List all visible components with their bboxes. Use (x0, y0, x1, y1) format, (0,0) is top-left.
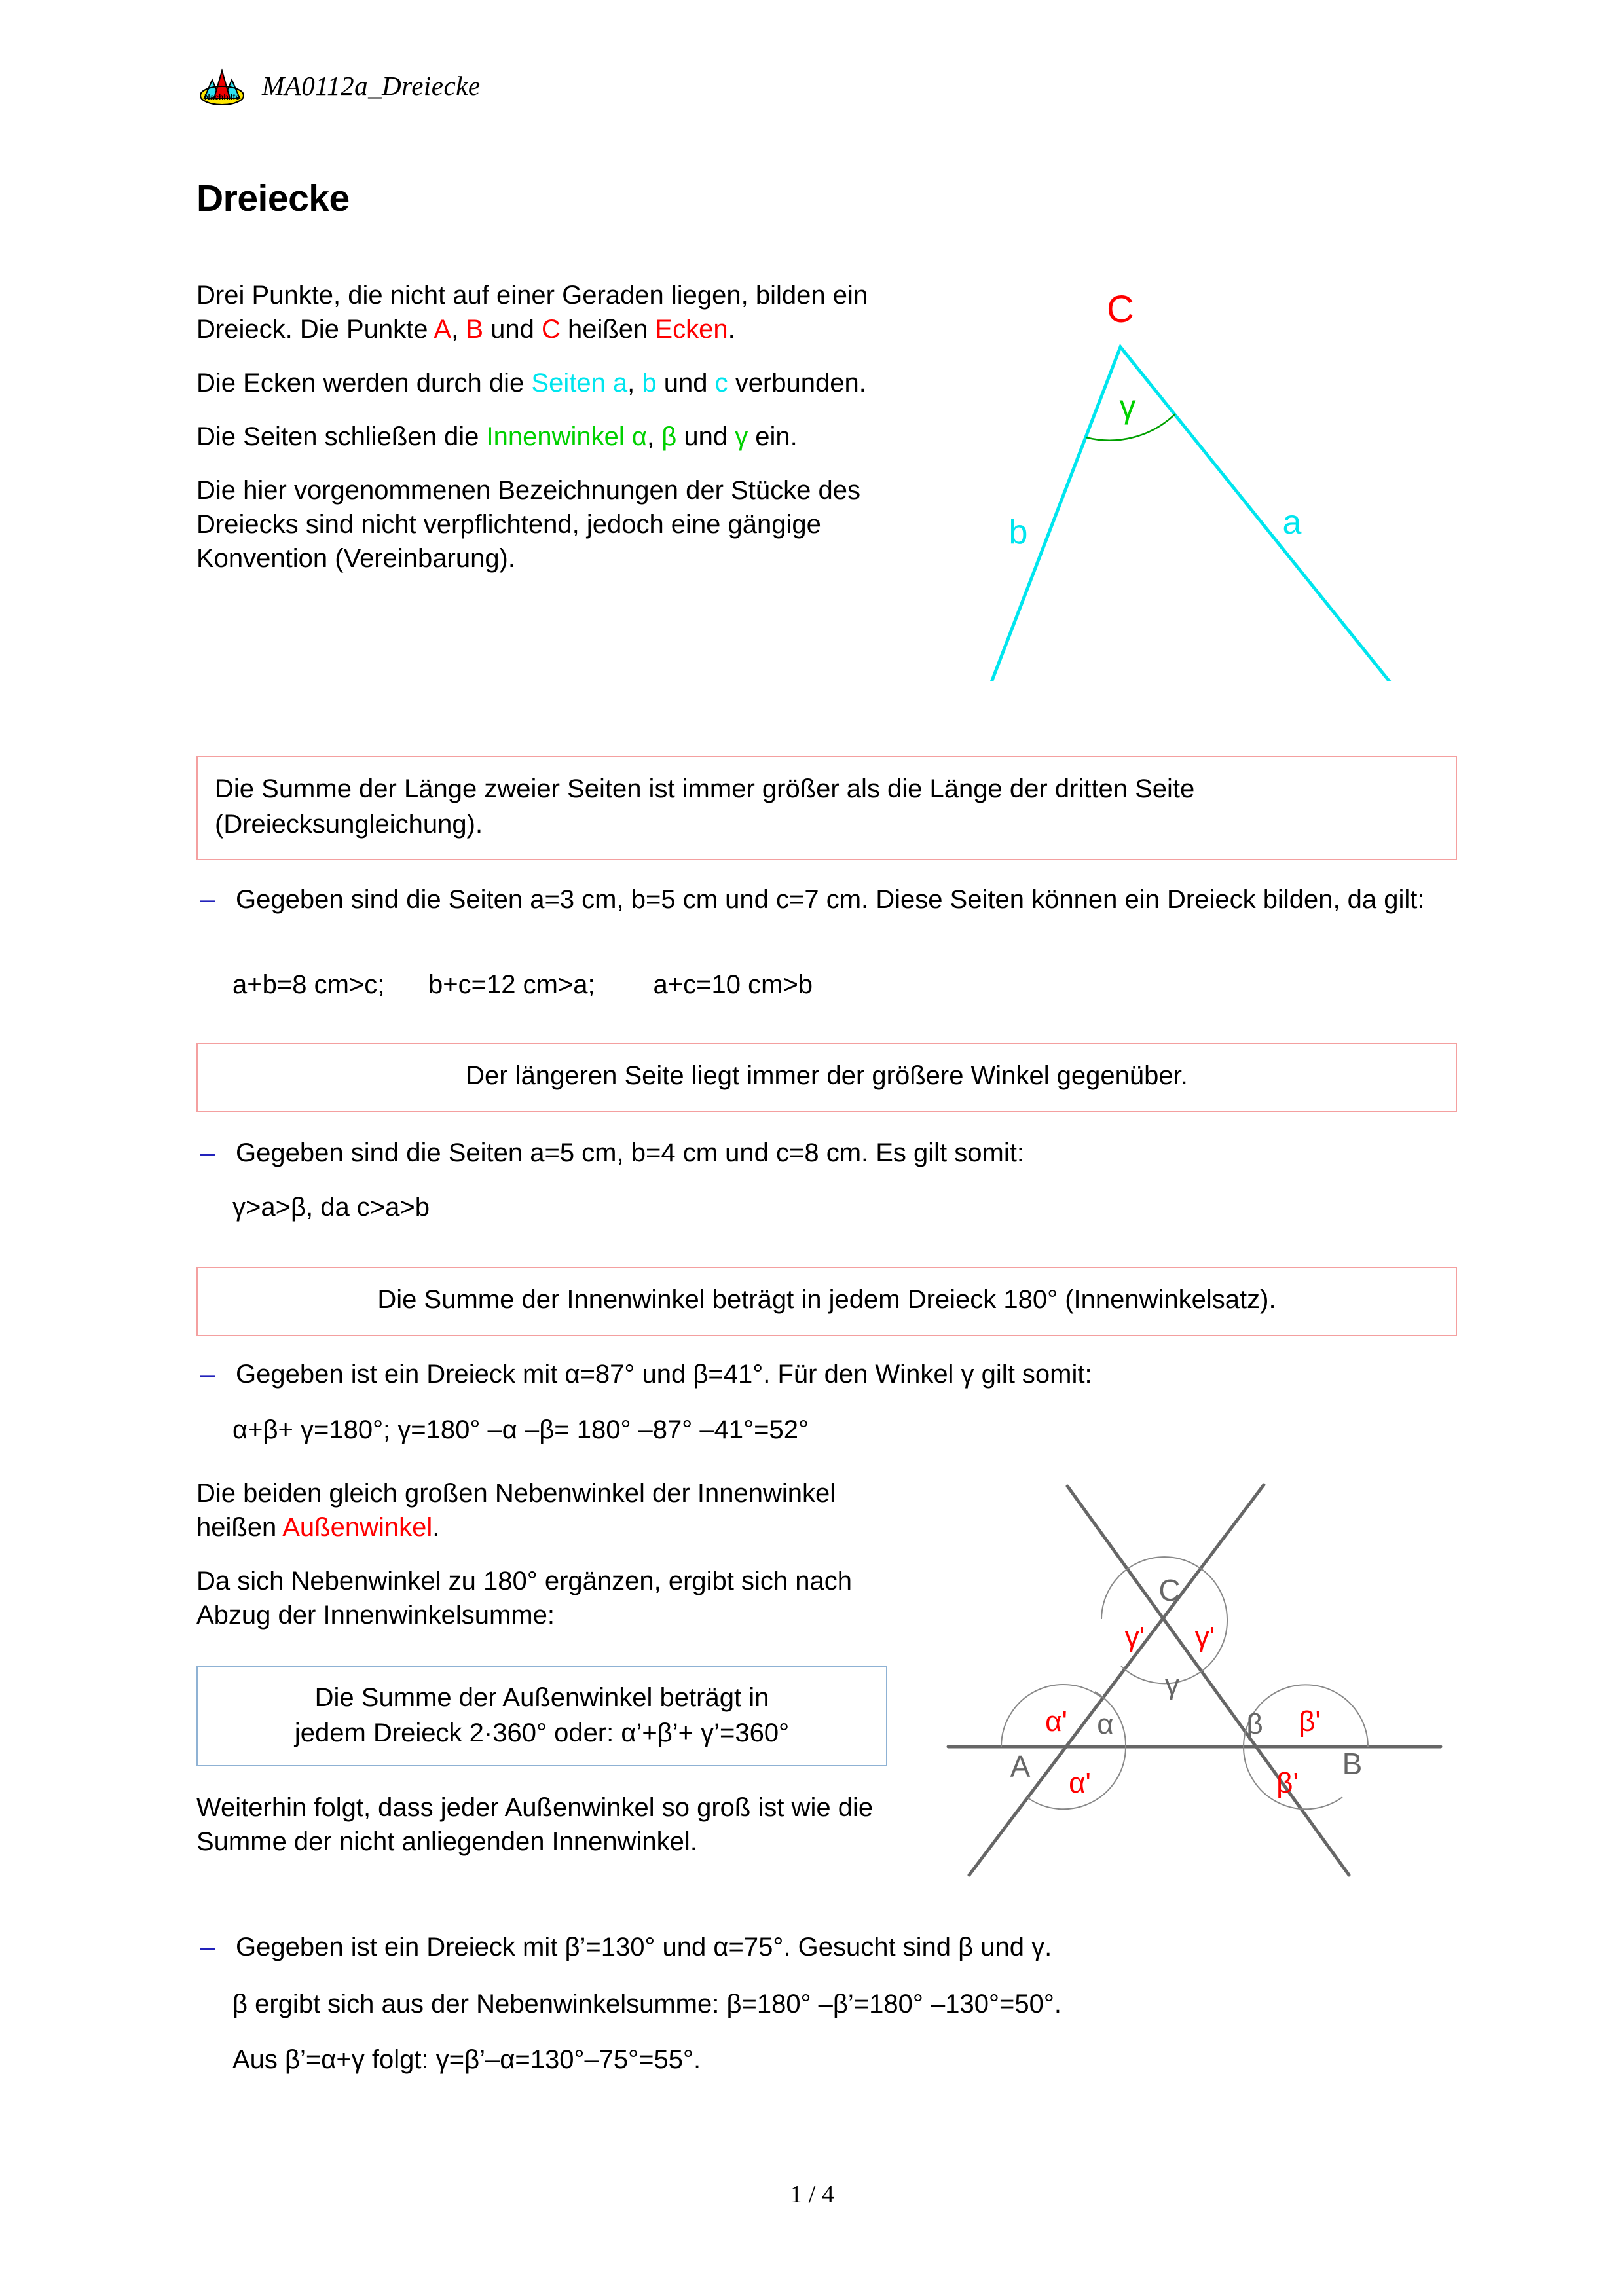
intro-text-block (196, 278, 920, 595)
term-ecken: Ecken (655, 315, 728, 344)
exterior-paragraph-2: Da sich Nebenwinkel zu 180° ergänzen, ergibt sich nach Abzug der Innenwinkelsumme: (196, 1567, 853, 1630)
example-1-block (196, 883, 1460, 918)
logo-label: Nachhilfe (204, 92, 240, 101)
exterior-angle-beta: β (1246, 1708, 1263, 1740)
line-AC (969, 1485, 1264, 1875)
exterior-angle-alpha-prime-upper: α' (1045, 1705, 1067, 1738)
label-side-b: b (642, 369, 657, 397)
exterior-paragraph-1 (196, 1476, 891, 1544)
example-3-bullet (196, 1357, 1460, 1393)
intro-p1-part-e: . (728, 315, 735, 344)
intro-p3-part-d: ein. (748, 422, 798, 451)
arc-gamma-prime-left (1101, 1565, 1133, 1619)
example-2-text: Gegeben sind die Seiten a=5 cm, b=4 cm und c=8 cm. Es gilt somit: (236, 1139, 1024, 1167)
example-1-bullet (196, 883, 1460, 918)
intro-paragraph-4: Die hier vorgenommenen Bezeichnungen der Stücke des Dreiecks sind nicht verpflichtend, jedoch eine gängige Konvention (Vereinbarung). (196, 476, 860, 573)
example-4-line-2: β ergibt sich aus der Nebenwinkelsumme: β=180° –β’=180° –130°=50°. (232, 1990, 1061, 2018)
intro-p3-part-a: Die Seiten schließen die (196, 422, 487, 451)
label-C: C (541, 315, 561, 344)
exterior-angle-gamma-prime-left: γ' (1124, 1621, 1145, 1653)
triangle-side-b: b (1008, 513, 1028, 551)
exterior-angle-alpha-prime-lower: α' (1069, 1767, 1091, 1799)
triangle-vertex-C: C (1107, 288, 1134, 331)
bullet-dash-icon: – (200, 1933, 215, 1961)
exterior-angles-diagram (917, 1467, 1460, 1892)
arc-beta-prime-upper (1274, 1685, 1368, 1747)
theorem-box-triangle-inequality (196, 756, 1457, 860)
example-4-text: Gegeben ist ein Dreieck mit β’=130° und α=75°. Gesucht sind β und γ. (236, 1933, 1052, 1961)
term-seiten-a: Seiten a (531, 369, 628, 397)
exterior-paragraph-3: Weiterhin folgt, dass jeder Außenwinkel so groß ist wie die Summe der nicht anliegenden Innenwinkel. (196, 1793, 874, 1856)
example-3-equation: α+β+ γ=180°; γ=180° –α –β= 180° –87° –41°=52° (232, 1415, 809, 1444)
intro-paragraph-1 (196, 278, 920, 346)
bullet-dash-icon: – (200, 1360, 215, 1389)
theorem-box-4-line-1: Die Summe der Außenwinkel beträgt in (314, 1683, 769, 1712)
triangle-diagram (917, 275, 1454, 681)
header-document-title: MA0112a_Dreiecke (262, 71, 481, 101)
page-footer (0, 2180, 1624, 2209)
example-4-block (196, 1930, 1460, 1965)
example-3-text: Gegeben ist ein Dreieck mit α=87° und β=41°. Für den Winkel γ gilt somit: (236, 1360, 1092, 1389)
term-aussenwinkel: Außenwinkel (282, 1513, 433, 1542)
label-B: B (466, 315, 483, 344)
nachhilfe-logo-icon (196, 65, 248, 106)
example-2-equation: γ>a>β, da c>a>b (232, 1193, 430, 1222)
triangle-angle-gamma: γ (1119, 388, 1136, 425)
bullet-dash-icon: – (200, 1139, 215, 1167)
label-beta: β (661, 422, 677, 451)
exterior-angle-gamma: γ (1165, 1669, 1179, 1701)
intro-p1-part-a: Drei Punkte, die nicht auf einer Geraden liegen, bilden ein Dreieck. Die Punkte (196, 281, 868, 344)
exterior-angle-alpha: α (1097, 1708, 1114, 1740)
intro-p1-part-b: , (451, 315, 466, 344)
exterior-vertex-C: C (1158, 1573, 1181, 1607)
intro-p2-part-a: Die Ecken werden durch die (196, 369, 532, 397)
exterior-p1-part-b: . (432, 1513, 440, 1542)
theorem-box-4-line-2: jedem Dreieck 2·360° oder: α’+β’+ γ’=360° (294, 1718, 790, 1747)
label-gamma: γ (735, 422, 748, 451)
triangle-side-a: a (1282, 503, 1302, 541)
page-number: 1 / 4 (790, 2181, 834, 2208)
intro-p3-part-c: und (676, 422, 735, 451)
bullet-dash-icon: – (200, 885, 215, 914)
theorem-box-1-text: Die Summe der Länge zweier Seiten ist immer größer als die Länge der dritten Seite (Dreiecksungleichung). (215, 774, 1195, 839)
intro-p2-part-d: verbunden. (728, 369, 866, 397)
exterior-text-block-2 (196, 1791, 891, 1878)
example-2-bullet (196, 1136, 1460, 1171)
intro-p1-part-d: heißen (560, 315, 655, 344)
intro-p3-part-b: , (646, 422, 662, 451)
exterior-vertex-B: B (1342, 1747, 1363, 1781)
page-header (196, 65, 481, 106)
line-BC (1067, 1486, 1349, 1875)
label-side-c: c (714, 369, 728, 397)
intro-p1-part-c: und (483, 315, 542, 344)
example-1-text: Gegeben sind die Seiten a=3 cm, b=5 cm und c=7 cm. Diese Seiten können ein Dreieck bilden, da gilt: (236, 885, 1425, 914)
example-3-block (196, 1357, 1460, 1393)
term-innenwinkel-alpha: Innenwinkel α (486, 422, 647, 451)
theorem-box-exterior-sum (196, 1666, 887, 1766)
exterior-angle-beta-prime-lower: β' (1276, 1767, 1299, 1799)
label-A: A (434, 315, 452, 344)
example-1-equation: a+b=8 cm>c; b+c=12 cm>a; a+c=10 cm>b (232, 970, 813, 999)
exterior-text-block (196, 1476, 891, 1652)
example-4-line-3: Aus β’=α+γ folgt: γ=β’–α=130°–75°=55°. (232, 2045, 701, 2074)
example-4-bullet (196, 1930, 1460, 1965)
intro-p2-part-b: , (627, 369, 642, 397)
theorem-box-longer-side (196, 1043, 1457, 1112)
intro-paragraph-3 (196, 420, 920, 454)
intro-paragraph-2 (196, 366, 920, 400)
exterior-diagram-arcs (1001, 1557, 1368, 1809)
theorem-box-angle-sum (196, 1267, 1457, 1336)
example-2-block (196, 1136, 1460, 1171)
exterior-angle-beta-prime-upper: β' (1299, 1705, 1321, 1738)
exterior-diagram-lines (948, 1485, 1441, 1875)
intro-p2-part-c: und (656, 369, 715, 397)
theorem-box-2-text: Der längeren Seite liegt immer der größere Winkel gegenüber. (466, 1061, 1188, 1090)
exterior-p1-part-a: Die beiden gleich großen Nebenwinkel der Innenwinkel heißen (196, 1479, 836, 1542)
theorem-box-3-text: Die Summe der Innenwinkel beträgt in jedem Dreieck 180° (Innenwinkelsatz). (377, 1285, 1276, 1314)
triangle-shape (967, 347, 1441, 681)
page-title: Dreiecke (196, 177, 350, 219)
exterior-vertex-A: A (1010, 1749, 1031, 1783)
exterior-angle-gamma-prime-right: γ' (1194, 1621, 1215, 1653)
